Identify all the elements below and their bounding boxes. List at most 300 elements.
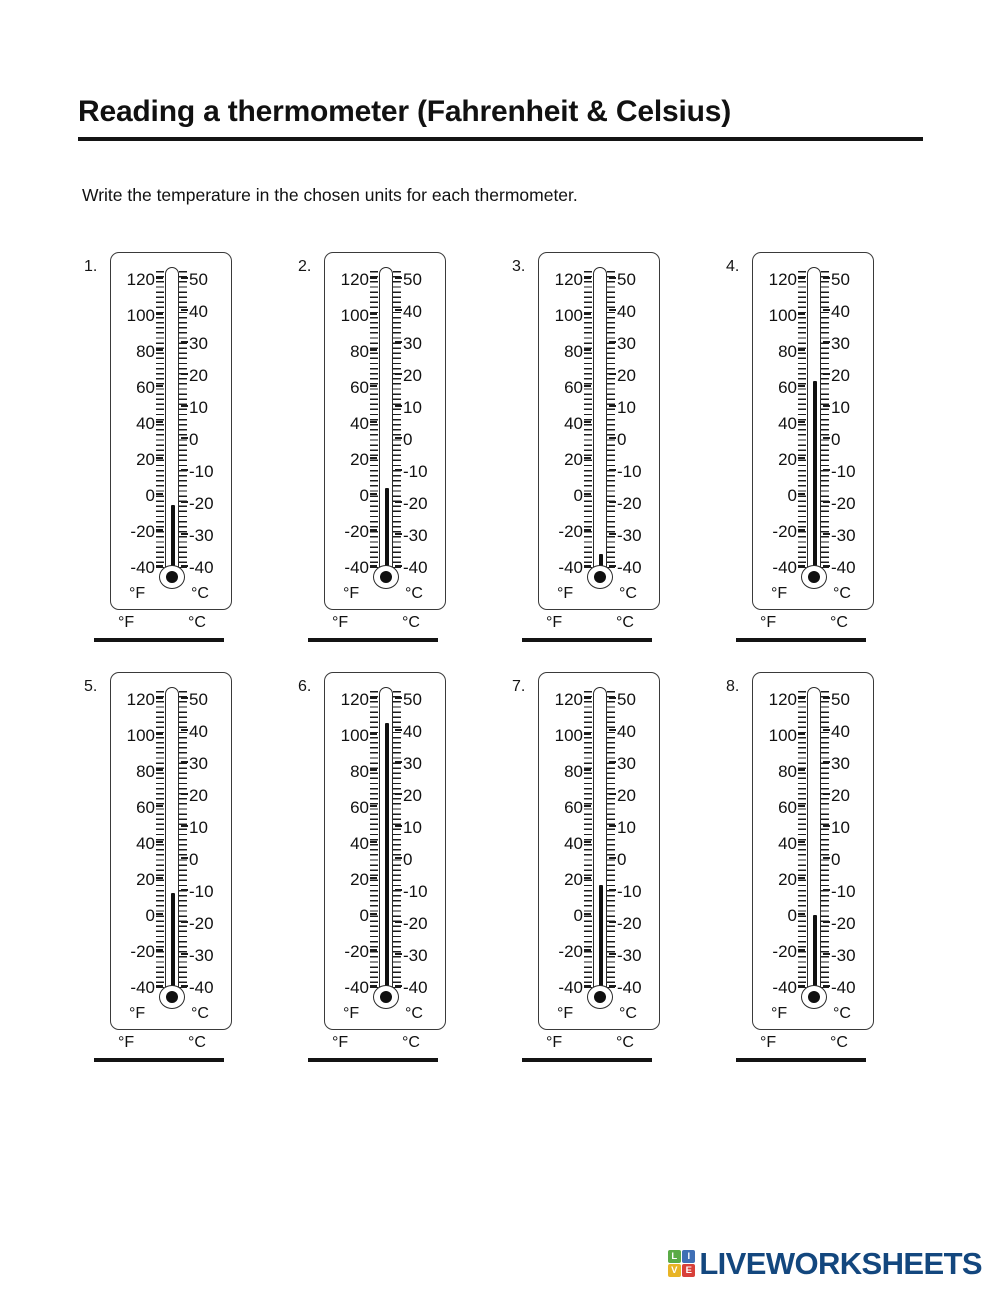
- celsius-tick-label: 30: [403, 334, 422, 353]
- thermometer-face: [539, 673, 659, 1029]
- capillary-tube: [807, 267, 821, 573]
- celsius-tick-label: 50: [831, 690, 850, 709]
- celsius-tick-label: 10: [189, 818, 208, 837]
- celsius-tick-label: 40: [617, 302, 636, 321]
- fahrenheit-unit-label: °F: [343, 585, 360, 602]
- fahrenheit-tick-label: -40: [344, 558, 369, 577]
- answer-area[interactable]: [94, 1034, 264, 1062]
- problem-cell: [298, 672, 513, 1072]
- celsius-tick-label: 0: [403, 430, 413, 449]
- mercury-column: [385, 488, 389, 569]
- celsius-tick-label: -20: [617, 914, 642, 933]
- answer-write-line[interactable]: [736, 638, 866, 642]
- celsius-unit-label: °C: [191, 585, 209, 602]
- celsius-tick-label: 40: [617, 722, 636, 741]
- bulb-fill: [808, 571, 820, 583]
- thermometer-face: [111, 673, 231, 1029]
- celsius-unit-label: °C: [405, 585, 423, 602]
- answer-fahrenheit-unit: °F: [760, 614, 777, 631]
- thermometer-diagram: [324, 252, 446, 610]
- answer-celsius-unit: °C: [830, 1034, 848, 1051]
- mercury-column: [813, 915, 817, 989]
- answer-unit-labels: [736, 1034, 906, 1056]
- thermometer-bulb: [801, 985, 827, 1009]
- problem-number: 5.: [84, 678, 98, 695]
- problem-cell: [512, 672, 727, 1072]
- fahrenheit-tick-label: 100: [768, 726, 797, 745]
- fahrenheit-minor-ticks: [156, 691, 164, 991]
- thermometer-face: [753, 253, 873, 609]
- fahrenheit-tick-label: 120: [340, 690, 369, 709]
- fahrenheit-tick-label: 40: [350, 834, 369, 853]
- celsius-tick-label: 50: [189, 270, 208, 289]
- fahrenheit-tick-label: -20: [344, 522, 369, 541]
- celsius-minor-ticks: [179, 271, 187, 571]
- fahrenheit-tick-label: -20: [558, 942, 583, 961]
- fahrenheit-tick-label: 80: [350, 342, 369, 361]
- celsius-tick-label: -20: [189, 494, 214, 513]
- mercury-column: [171, 505, 175, 569]
- fahrenheit-tick-label: 40: [564, 834, 583, 853]
- celsius-tick-label: 40: [189, 302, 208, 321]
- celsius-tick-label: -20: [831, 494, 856, 513]
- fahrenheit-tick-label: -40: [344, 978, 369, 997]
- fahrenheit-unit-label: °F: [129, 1005, 146, 1022]
- problem-row-1: [0, 252, 1000, 652]
- fahrenheit-minor-ticks: [798, 271, 806, 571]
- fahrenheit-tick-label: 60: [778, 378, 797, 397]
- problem-number: 1.: [84, 258, 98, 275]
- celsius-tick-label: 20: [189, 786, 208, 805]
- fahrenheit-tick-label: 20: [136, 450, 155, 469]
- fahrenheit-tick-label: 60: [778, 798, 797, 817]
- capillary-tube: [379, 267, 393, 573]
- answer-write-line[interactable]: [736, 1058, 866, 1062]
- fahrenheit-tick-label: -40: [558, 558, 583, 577]
- fahrenheit-unit-label: °F: [771, 1005, 788, 1022]
- fahrenheit-tick-label: 120: [768, 690, 797, 709]
- thermometer-diagram: [752, 672, 874, 1030]
- answer-write-line[interactable]: [94, 1058, 224, 1062]
- answer-area[interactable]: [308, 614, 478, 642]
- capillary-tube: [379, 687, 393, 993]
- fahrenheit-tick-label: 0: [359, 906, 369, 925]
- answer-fahrenheit-unit: °F: [760, 1034, 777, 1051]
- logo-tiles: [668, 1250, 696, 1278]
- celsius-tick-label: 40: [403, 302, 422, 321]
- mercury-column: [813, 381, 817, 569]
- answer-fahrenheit-unit: °F: [332, 1034, 349, 1051]
- answer-area[interactable]: [94, 614, 264, 642]
- fahrenheit-unit-label: °F: [557, 585, 574, 602]
- celsius-tick-label: 20: [831, 366, 850, 385]
- celsius-tick-label: 30: [617, 754, 636, 773]
- celsius-tick-label: 0: [617, 850, 627, 869]
- celsius-minor-ticks: [393, 271, 401, 571]
- celsius-tick-label: -20: [403, 494, 428, 513]
- celsius-tick-label: 0: [189, 430, 199, 449]
- answer-celsius-unit: °C: [616, 614, 634, 631]
- fahrenheit-tick-label: 100: [768, 306, 797, 325]
- fahrenheit-tick-label: 0: [359, 486, 369, 505]
- fahrenheit-tick-label: 20: [136, 870, 155, 889]
- fahrenheit-tick-label: 0: [573, 906, 583, 925]
- celsius-tick-label: 30: [403, 754, 422, 773]
- celsius-tick-label: -20: [189, 914, 214, 933]
- fahrenheit-tick-label: 0: [145, 486, 155, 505]
- fahrenheit-minor-ticks: [370, 691, 378, 991]
- celsius-tick-label: 30: [831, 754, 850, 773]
- logo-wordmark: LIVEWORKSHEETS: [699, 1246, 982, 1281]
- celsius-tick-label: -10: [831, 462, 856, 481]
- fahrenheit-tick-label: 80: [778, 762, 797, 781]
- bulb-fill: [380, 991, 392, 1003]
- bulb-fill: [808, 991, 820, 1003]
- problem-number: 6.: [298, 678, 312, 695]
- celsius-tick-label: 50: [403, 270, 422, 289]
- celsius-tick-label: -30: [189, 526, 214, 545]
- thermometer-face: [111, 253, 231, 609]
- bulb-fill: [594, 991, 606, 1003]
- answer-area[interactable]: [308, 1034, 478, 1062]
- problem-number: 4.: [726, 258, 740, 275]
- title-divider: [78, 137, 923, 141]
- celsius-tick-label: -10: [403, 882, 428, 901]
- fahrenheit-tick-label: -20: [344, 942, 369, 961]
- problem-number: 7.: [512, 678, 526, 695]
- celsius-minor-ticks: [821, 691, 829, 991]
- answer-area[interactable]: [736, 1034, 906, 1062]
- celsius-tick-label: 10: [617, 818, 636, 837]
- fahrenheit-tick-label: 40: [564, 414, 583, 433]
- celsius-tick-label: -10: [189, 882, 214, 901]
- celsius-unit-label: °C: [191, 1005, 209, 1022]
- celsius-tick-label: -40: [831, 978, 856, 997]
- thermometer-diagram: [538, 672, 660, 1030]
- thermometer-diagram: [538, 252, 660, 610]
- answer-area[interactable]: [736, 614, 906, 642]
- fahrenheit-tick-label: 40: [136, 834, 155, 853]
- celsius-tick-label: 20: [617, 366, 636, 385]
- celsius-tick-label: 10: [617, 398, 636, 417]
- celsius-tick-label: 40: [189, 722, 208, 741]
- answer-write-line[interactable]: [308, 1058, 438, 1062]
- thermometer-face: [325, 253, 445, 609]
- celsius-tick-label: -40: [403, 978, 428, 997]
- celsius-tick-label: 30: [189, 754, 208, 773]
- celsius-tick-label: -30: [189, 946, 214, 965]
- bulb-fill: [380, 571, 392, 583]
- celsius-tick-label: 20: [403, 786, 422, 805]
- answer-unit-labels: [308, 1034, 478, 1056]
- celsius-tick-label: -30: [403, 946, 428, 965]
- fahrenheit-tick-label: 40: [136, 414, 155, 433]
- instruction-text: Write the temperature in the chosen units for each thermometer.: [82, 185, 578, 205]
- celsius-tick-label: 30: [189, 334, 208, 353]
- celsius-tick-label: -30: [831, 526, 856, 545]
- fahrenheit-tick-label: 40: [778, 834, 797, 853]
- celsius-tick-label: 20: [403, 366, 422, 385]
- capillary-tube: [165, 267, 179, 573]
- fahrenheit-tick-label: 20: [778, 870, 797, 889]
- answer-unit-labels: [522, 1034, 692, 1056]
- answer-write-line[interactable]: [522, 638, 652, 642]
- celsius-tick-label: 20: [617, 786, 636, 805]
- thermometer-bulb: [587, 565, 613, 589]
- celsius-tick-label: 40: [831, 302, 850, 321]
- fahrenheit-tick-label: 20: [778, 450, 797, 469]
- fahrenheit-tick-label: 20: [350, 870, 369, 889]
- celsius-tick-label: -30: [617, 946, 642, 965]
- celsius-tick-label: 0: [189, 850, 199, 869]
- bulb-fill: [166, 991, 178, 1003]
- logo-tile-i: I: [682, 1250, 695, 1263]
- fahrenheit-tick-label: -40: [772, 558, 797, 577]
- fahrenheit-unit-label: °F: [771, 585, 788, 602]
- celsius-minor-ticks: [393, 691, 401, 991]
- celsius-tick-label: -40: [617, 978, 642, 997]
- celsius-tick-label: 10: [831, 818, 850, 837]
- fahrenheit-tick-label: -40: [130, 978, 155, 997]
- answer-celsius-unit: °C: [402, 614, 420, 631]
- mercury-column: [385, 723, 389, 989]
- celsius-tick-label: -10: [831, 882, 856, 901]
- fahrenheit-unit-label: °F: [343, 1005, 360, 1022]
- fahrenheit-tick-label: -20: [558, 522, 583, 541]
- worksheet-header: [78, 95, 923, 141]
- logo-tile-v: V: [668, 1264, 681, 1277]
- problem-cell: [726, 252, 941, 652]
- answer-unit-labels: [94, 1034, 264, 1056]
- celsius-tick-label: -40: [617, 558, 642, 577]
- answer-fahrenheit-unit: °F: [546, 1034, 563, 1051]
- fahrenheit-tick-label: 60: [350, 378, 369, 397]
- celsius-tick-label: -40: [189, 558, 214, 577]
- logo-tile-e: E: [682, 1264, 695, 1277]
- celsius-tick-label: 0: [403, 850, 413, 869]
- answer-unit-labels: [736, 614, 906, 636]
- logo-tile-l: L: [668, 1250, 681, 1263]
- fahrenheit-unit-label: °F: [557, 1005, 574, 1022]
- bulb-fill: [166, 571, 178, 583]
- answer-celsius-unit: °C: [188, 614, 206, 631]
- celsius-tick-label: 0: [831, 850, 841, 869]
- celsius-tick-label: 10: [403, 398, 422, 417]
- fahrenheit-tick-label: 0: [145, 906, 155, 925]
- answer-write-line[interactable]: [94, 638, 224, 642]
- celsius-tick-label: -30: [831, 946, 856, 965]
- fahrenheit-tick-label: 100: [340, 306, 369, 325]
- answer-celsius-unit: °C: [830, 614, 848, 631]
- fahrenheit-tick-label: 80: [136, 342, 155, 361]
- fahrenheit-tick-label: 20: [564, 450, 583, 469]
- problem-row-2: [0, 672, 1000, 1072]
- fahrenheit-tick-label: 100: [554, 726, 583, 745]
- celsius-unit-label: °C: [833, 585, 851, 602]
- problem-cell: [298, 252, 513, 652]
- fahrenheit-tick-label: -20: [772, 942, 797, 961]
- mercury-column: [599, 885, 603, 989]
- celsius-tick-label: 10: [189, 398, 208, 417]
- answer-fahrenheit-unit: °F: [332, 614, 349, 631]
- fahrenheit-tick-label: 60: [564, 798, 583, 817]
- capillary-tube: [593, 267, 607, 573]
- fahrenheit-tick-label: 0: [573, 486, 583, 505]
- celsius-tick-label: -40: [403, 558, 428, 577]
- celsius-tick-label: 50: [189, 690, 208, 709]
- problem-cell: [726, 672, 941, 1072]
- mercury-column: [171, 893, 175, 989]
- problem-number: 3.: [512, 258, 526, 275]
- problem-cell: [84, 252, 299, 652]
- fahrenheit-tick-label: 60: [350, 798, 369, 817]
- celsius-tick-label: 10: [831, 398, 850, 417]
- thermometer-diagram: [324, 672, 446, 1030]
- page-title: Reading a thermometer (Fahrenheit & Celsius): [78, 95, 732, 128]
- celsius-tick-label: 30: [831, 334, 850, 353]
- fahrenheit-tick-label: 60: [564, 378, 583, 397]
- fahrenheit-tick-label: 80: [350, 762, 369, 781]
- fahrenheit-tick-label: -40: [772, 978, 797, 997]
- celsius-tick-label: -10: [189, 462, 214, 481]
- bulb-fill: [594, 571, 606, 583]
- fahrenheit-tick-label: 40: [350, 414, 369, 433]
- fahrenheit-tick-label: 120: [768, 270, 797, 289]
- celsius-tick-label: 50: [403, 690, 422, 709]
- fahrenheit-tick-label: -40: [558, 978, 583, 997]
- celsius-tick-label: 30: [617, 334, 636, 353]
- celsius-tick-label: -30: [403, 526, 428, 545]
- fahrenheit-tick-label: 80: [564, 342, 583, 361]
- celsius-minor-ticks: [607, 271, 615, 571]
- fahrenheit-minor-ticks: [798, 691, 806, 991]
- celsius-unit-label: °C: [405, 1005, 423, 1022]
- fahrenheit-tick-label: 100: [126, 726, 155, 745]
- fahrenheit-tick-label: 80: [136, 762, 155, 781]
- celsius-tick-label: 0: [831, 430, 841, 449]
- celsius-tick-label: 50: [831, 270, 850, 289]
- celsius-tick-label: -20: [831, 914, 856, 933]
- fahrenheit-tick-label: 0: [787, 906, 797, 925]
- answer-fahrenheit-unit: °F: [118, 1034, 135, 1051]
- thermometer-bulb: [159, 565, 185, 589]
- thermometer-bulb: [373, 565, 399, 589]
- fahrenheit-tick-label: 100: [554, 306, 583, 325]
- thermometer-face: [539, 253, 659, 609]
- thermometer-diagram: [110, 252, 232, 610]
- problem-cell: [512, 252, 727, 652]
- capillary-tube: [807, 687, 821, 993]
- celsius-tick-label: -40: [831, 558, 856, 577]
- fahrenheit-minor-ticks: [584, 691, 592, 991]
- fahrenheit-tick-label: -20: [130, 942, 155, 961]
- answer-write-line[interactable]: [308, 638, 438, 642]
- thermometer-diagram: [752, 252, 874, 610]
- problem-number: 2.: [298, 258, 312, 275]
- fahrenheit-tick-label: -20: [772, 522, 797, 541]
- capillary-tube: [593, 687, 607, 993]
- thermometer-bulb: [373, 985, 399, 1009]
- capillary-tube: [165, 687, 179, 993]
- celsius-minor-ticks: [607, 691, 615, 991]
- celsius-tick-label: 40: [403, 722, 422, 741]
- celsius-tick-label: -20: [403, 914, 428, 933]
- celsius-tick-label: -10: [617, 882, 642, 901]
- answer-celsius-unit: °C: [616, 1034, 634, 1051]
- answer-write-line[interactable]: [522, 1058, 652, 1062]
- celsius-unit-label: °C: [833, 1005, 851, 1022]
- answer-area[interactable]: [522, 614, 692, 642]
- thermometer-face: [325, 673, 445, 1029]
- problem-number: 8.: [726, 678, 740, 695]
- thermometer-bulb: [159, 985, 185, 1009]
- fahrenheit-tick-label: 60: [136, 378, 155, 397]
- answer-unit-labels: [308, 614, 478, 636]
- fahrenheit-minor-ticks: [584, 271, 592, 571]
- thermometer-bulb: [587, 985, 613, 1009]
- fahrenheit-tick-label: 60: [136, 798, 155, 817]
- thermometer-diagram: [110, 672, 232, 1030]
- liveworksheets-logo: [668, 1248, 982, 1279]
- fahrenheit-minor-ticks: [370, 271, 378, 571]
- fahrenheit-tick-label: 80: [778, 342, 797, 361]
- answer-fahrenheit-unit: °F: [118, 614, 135, 631]
- celsius-tick-label: -30: [617, 526, 642, 545]
- celsius-tick-label: 50: [617, 270, 636, 289]
- celsius-tick-label: -10: [403, 462, 428, 481]
- answer-unit-labels: [522, 614, 692, 636]
- celsius-tick-label: -40: [189, 978, 214, 997]
- problem-cell: [84, 672, 299, 1072]
- fahrenheit-tick-label: 100: [340, 726, 369, 745]
- fahrenheit-tick-label: 20: [564, 870, 583, 889]
- celsius-tick-label: 20: [831, 786, 850, 805]
- celsius-tick-label: -10: [617, 462, 642, 481]
- answer-fahrenheit-unit: °F: [546, 614, 563, 631]
- answer-celsius-unit: °C: [188, 1034, 206, 1051]
- celsius-tick-label: 50: [617, 690, 636, 709]
- fahrenheit-tick-label: 120: [340, 270, 369, 289]
- fahrenheit-tick-label: 120: [554, 690, 583, 709]
- answer-unit-labels: [94, 614, 264, 636]
- fahrenheit-tick-label: 120: [126, 270, 155, 289]
- celsius-unit-label: °C: [619, 1005, 637, 1022]
- celsius-minor-ticks: [821, 271, 829, 571]
- fahrenheit-tick-label: 40: [778, 414, 797, 433]
- celsius-tick-label: 20: [189, 366, 208, 385]
- fahrenheit-minor-ticks: [156, 271, 164, 571]
- thermometer-face: [753, 673, 873, 1029]
- celsius-tick-label: 10: [403, 818, 422, 837]
- fahrenheit-tick-label: 20: [350, 450, 369, 469]
- celsius-tick-label: -20: [617, 494, 642, 513]
- fahrenheit-tick-label: 100: [126, 306, 155, 325]
- fahrenheit-unit-label: °F: [129, 585, 146, 602]
- fahrenheit-tick-label: 120: [126, 690, 155, 709]
- fahrenheit-tick-label: -40: [130, 558, 155, 577]
- celsius-tick-label: 0: [617, 430, 627, 449]
- fahrenheit-tick-label: 120: [554, 270, 583, 289]
- thermometer-bulb: [801, 565, 827, 589]
- answer-celsius-unit: °C: [402, 1034, 420, 1051]
- celsius-minor-ticks: [179, 691, 187, 991]
- celsius-tick-label: 40: [831, 722, 850, 741]
- celsius-unit-label: °C: [619, 585, 637, 602]
- fahrenheit-tick-label: 80: [564, 762, 583, 781]
- fahrenheit-tick-label: 0: [787, 486, 797, 505]
- answer-area[interactable]: [522, 1034, 692, 1062]
- fahrenheit-tick-label: -20: [130, 522, 155, 541]
